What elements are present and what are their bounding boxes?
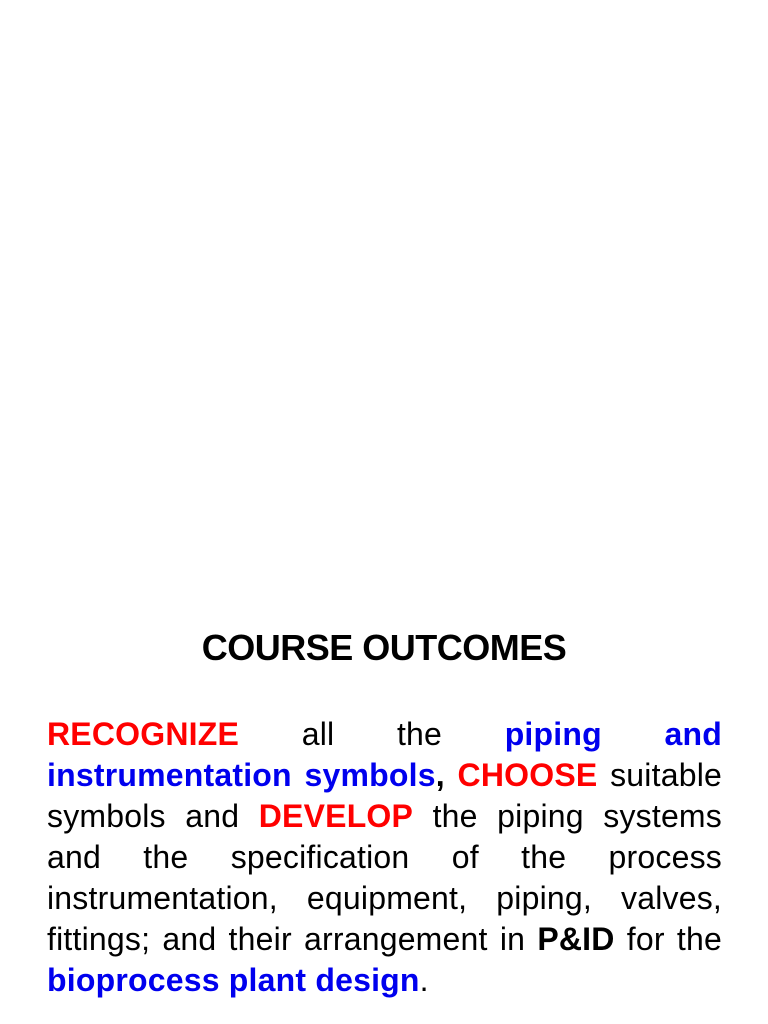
keyword-piping-symbols: piping and instrumentation symbols bbox=[47, 716, 722, 793]
keyword-recognize: RECOGNIZE bbox=[47, 716, 240, 752]
text-segment-4: the piping systems and the specification of the process instrumentation, equipment, piping, valves, fittings; and their arrangement in bbox=[47, 798, 722, 957]
keyword-develop: DEVELOP bbox=[258, 798, 414, 834]
course-outcome-paragraph bbox=[47, 714, 722, 1001]
text-segment-6: . bbox=[419, 962, 429, 998]
text-segment-1: all the bbox=[239, 716, 505, 752]
text-segment-5: for the bbox=[614, 921, 723, 957]
text-segment-3: suitable symbols and bbox=[47, 757, 722, 834]
keyword-pid: P&ID bbox=[537, 921, 615, 957]
slide-title: COURSE OUTCOMES bbox=[201, 627, 567, 668]
keyword-bioprocess-plant-design: bioprocess plant design bbox=[47, 962, 420, 998]
keyword-choose: CHOOSE bbox=[457, 757, 598, 793]
text-segment-2: , bbox=[435, 757, 458, 793]
